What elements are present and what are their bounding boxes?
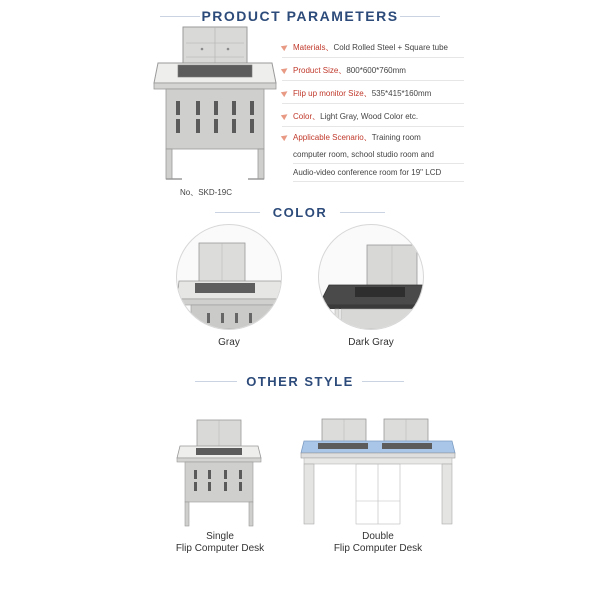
- other-section-title: OTHER STYLE: [246, 374, 354, 389]
- color-swatch-gray: [176, 224, 282, 330]
- double-flip-desk-image: [300, 417, 456, 529]
- scenario-line-2: computer room, school studio room and: [293, 150, 434, 159]
- spec-label: Flip up monitor Size、: [293, 89, 372, 98]
- spec-divider: [282, 126, 464, 127]
- arrow-icon: [281, 112, 289, 120]
- spec-value: 535*415*160mm: [371, 89, 432, 98]
- spec-value: Cold Rolled Steel + Square tube: [333, 43, 448, 52]
- color-caption-gray: Gray: [218, 337, 240, 348]
- flip-desk-main-image: [150, 25, 280, 190]
- arrow-icon: [281, 66, 289, 74]
- spec-label: Color、: [293, 112, 321, 121]
- arrow-icon: [281, 43, 289, 51]
- params-section-title: PRODUCT PARAMETERS: [201, 8, 399, 24]
- spec-label: Product Size、: [293, 66, 347, 75]
- style-caption-double: [308, 531, 448, 555]
- arrow-icon: [281, 89, 289, 97]
- color-section-title: COLOR: [272, 205, 328, 220]
- style-caption-line2: Flip Computer Desk: [333, 543, 423, 554]
- color-swatch-dark-gray: [318, 224, 424, 330]
- spec-divider: [282, 103, 464, 104]
- model-number: No、SKD-19C: [180, 188, 233, 197]
- spec-label: Materials、: [293, 43, 334, 52]
- params-title-rule-right: [400, 16, 440, 17]
- single-flip-desk-image: [176, 418, 262, 528]
- spec-divider: [282, 80, 464, 81]
- style-caption-line1: Double: [362, 531, 394, 542]
- color-caption-dark-gray: Dark Gray: [348, 337, 394, 348]
- style-caption-line1: Single: [206, 531, 234, 542]
- spec-value: Light Gray, Wood Color etc.: [320, 112, 419, 121]
- gray-desk-image: [177, 225, 281, 329]
- style-caption-single: [150, 531, 290, 555]
- arrow-icon: [281, 133, 289, 141]
- other-title-rule-right: [362, 381, 404, 382]
- spec-value: 800*600*760mm: [346, 66, 406, 75]
- spec-divider: [282, 57, 464, 58]
- color-title-rule-right: [340, 212, 385, 213]
- spec-divider: [293, 163, 464, 164]
- style-caption-line2: Flip Computer Desk: [175, 543, 265, 554]
- spec-label: Applicable Scenario、: [293, 133, 372, 142]
- dark-gray-desk-image: [319, 225, 423, 329]
- spec-divider: [293, 181, 464, 182]
- spec-value: Training room: [371, 133, 421, 142]
- scenario-line-3: Audio-video conference room for 19" LCD: [293, 168, 442, 177]
